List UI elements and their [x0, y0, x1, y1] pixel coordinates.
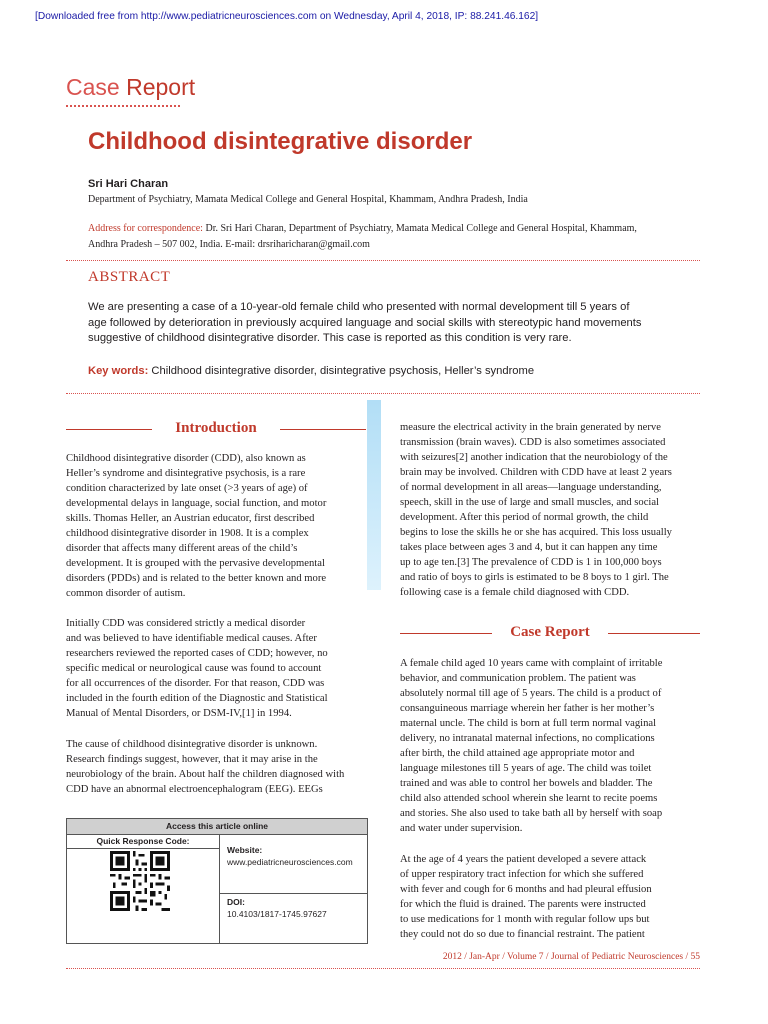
text-line: included in the fourth edition of the Diagnostic and Statistical: [66, 693, 328, 704]
text-line: researchers reviewed the reported cases of CDD; however, no: [66, 648, 328, 659]
abstract-line: suggestive of childhood disintegrative disorder. This case is reported as this condition is very rare.: [88, 332, 572, 344]
text-line: neurobiology of the brain. About half the children diagnosed with: [66, 769, 345, 780]
access-box: [66, 818, 368, 944]
text-line: Initially CDD was considered strictly a medical disorder: [66, 618, 306, 629]
access-box-divider: [219, 835, 220, 943]
access-box-mid-rule: [220, 893, 367, 894]
text-line: and was believed to have identifiable medical causes. After: [66, 633, 317, 644]
abstract-bottom-rule: [66, 393, 700, 394]
correspondence: [88, 221, 698, 253]
page-footer: 2012 / Jan-Apr / Volume 7 / Journal of Pediatric Neurosciences / 55: [442, 952, 700, 962]
text-line: language milestones till 5 years of age. The child was toilet: [400, 763, 652, 774]
text-line: CDD have an abnormal electroencephalogram (EEG). EEGs: [66, 784, 323, 795]
case-paragraph-2: [400, 852, 700, 942]
author-name: Sri Hari Charan: [88, 178, 169, 190]
text-line: disorders (PDDs) and is related to the better known and more: [66, 573, 327, 584]
text-line: brain may be involved. Children with CDD have at least 2 years: [400, 467, 672, 478]
case-report-heading: Case Report: [510, 624, 590, 640]
article-title: Childhood disintegrative disorder: [88, 128, 473, 155]
text-line: up to age ten.[3] The prevalence of CDD is 1 in 100,000 boys: [400, 557, 662, 568]
text-line: absolutely normal till age of 5 years. The child is a product of: [400, 688, 662, 699]
doi-value[interactable]: 10.4103/1817-1745.97627: [227, 909, 327, 919]
doi-label: [227, 897, 245, 907]
section-type: [66, 74, 195, 101]
text-line: transmission (brain waves). CDD is also sometimes associated: [400, 437, 666, 448]
abstract-heading: ABSTRACT: [88, 269, 171, 285]
text-line: of normal development in all areas—language understanding,: [400, 482, 662, 493]
doi-label-text: DOI:: [227, 897, 245, 907]
text-line: common disorder of autism.: [66, 588, 186, 599]
qr-code-icon[interactable]: [110, 851, 170, 911]
text-line: Manual of Mental Disorders, or DSM-IV,[1] in 1994.: [66, 708, 292, 719]
text-line: and stories. She also used to take bath all by herself with soap: [400, 808, 663, 819]
text-line: childhood disintegrative disorder in 1908. It is a complex: [66, 528, 309, 539]
text-line: development. After this period of normal growth, the child: [400, 512, 649, 523]
correspondence-line2: Andhra Pradesh – 507 002, India. E-mail: drsriharicharan@gmail.com: [88, 239, 370, 250]
intro-heading: Introduction: [175, 420, 257, 436]
right-paragraph-1: [400, 420, 700, 600]
intro-paragraph-3: [66, 737, 366, 797]
text-line: takes place between ages 3 and 4, but it can happen any time: [400, 542, 658, 553]
keywords-list: Childhood disintegrative disorder, disintegrative psychosis, Heller’s syndrome: [151, 365, 535, 377]
correspondence-line1: Dr. Sri Hari Charan, Department of Psychiatry, Mamata Medical College and General Hospital, Khammam,: [205, 223, 637, 234]
correspondence-label: Address for correspondence:: [88, 223, 203, 234]
text-line: Heller’s syndrome and disintegrative psychosis, is a rare: [66, 468, 306, 479]
text-line: skills. Thomas Heller, an Austrian educator, first described: [66, 513, 315, 524]
section-type-word2: Report: [126, 74, 196, 100]
text-line: child also attended school wherein she learnt to recite poems: [400, 793, 658, 804]
text-line: maternal uncle. The child is born at full term normal vaginal: [400, 718, 657, 729]
text-line: speech, skill in the use of large and small muscles, and social: [400, 497, 659, 508]
access-box-header: Access this article online: [67, 819, 367, 835]
text-line: of upper respiratory tract infection for which she suffered: [400, 869, 644, 880]
text-line: for all occurrences of the disorder. For that reason, CDD was: [66, 678, 325, 689]
text-line: development. It is grouped with the pervasive developmental: [66, 558, 325, 569]
abstract-line: age followed by deterioration in previously acquired language and social skills with stereotypic hand movements: [88, 316, 642, 329]
text-line: developmental delays in language, social function, and motor: [66, 498, 327, 509]
website-label-text: Website:: [227, 845, 263, 855]
qr-label: Quick Response Code:: [67, 835, 219, 849]
website-link[interactable]: www.pediatricneurosciences.com: [227, 857, 353, 867]
text-line: following case is a female child diagnosed with CDD.: [400, 587, 630, 598]
abstract-top-rule: [66, 260, 700, 261]
text-line: for which the fluid is drained. The parents were instructed: [400, 899, 646, 910]
text-line: delivery, no intranatal maternal infections, no complications: [400, 733, 655, 744]
text-line: and water under supervision.: [400, 823, 523, 834]
text-line: with seizures[2] another indication that the neurobiology of the: [400, 452, 668, 463]
text-line: they could not do so due to financial restraint. The patient: [400, 929, 645, 940]
footer-rule: [66, 968, 700, 969]
text-line: consanguineous marriage wherein her father is her mother’s: [400, 703, 655, 714]
text-line: trained and was able to control her bowels and bladder. The: [400, 778, 653, 789]
intro-paragraph-1: [66, 451, 366, 601]
text-line: A female child aged 10 years came with complaint of irritable: [400, 658, 663, 669]
website-label: [227, 845, 262, 855]
download-notice: [Downloaded free from http://www.pediatricneurosciences.com on Wednesday, April 4, 2018, IP: 88.241.46.162]: [35, 11, 539, 22]
abstract-line: We are presenting a case of a 10-year-old female child who presented with normal development till 5 years of: [88, 301, 630, 313]
text-line: measure the electrical activity in the brain generated by nerve: [400, 422, 661, 433]
text-line: At the age of 4 years the patient developed a severe attack: [400, 854, 647, 865]
section-divider: [66, 105, 180, 107]
text-line: to use medications for 1 month with regular follow ups but: [400, 914, 650, 925]
text-line: behavior, and communication problem. The patient was: [400, 673, 636, 684]
text-line: The cause of childhood disintegrative disorder is unknown.: [66, 739, 318, 750]
affiliation: Department of Psychiatry, Mamata Medical College and General Hospital, Khammam, Andhra Pradesh, India: [88, 194, 528, 205]
intro-paragraph-2: [66, 616, 366, 721]
text-line: specific medical or neurological cause was found to account: [66, 663, 322, 674]
keywords-label: Key words:: [88, 365, 149, 377]
section-type-word1: Case: [66, 74, 120, 100]
text-line: Research findings suggest, however, that it may arise in the: [66, 754, 318, 765]
text-line: after birth, the child attained age appropriate motor and: [400, 748, 635, 759]
heading-rule-right: [608, 633, 700, 634]
text-line: with fever and cough for 6 months and had pleural effusion: [400, 884, 652, 895]
case-paragraph-1: [400, 656, 700, 836]
text-line: condition characterized by late onset (>3 years of age) of: [66, 483, 308, 494]
text-line: Childhood disintegrative disorder (CDD), also known as: [66, 453, 306, 464]
text-line: begins to lose the skills he or she has acquired. This loss usually: [400, 527, 672, 538]
keywords: [88, 365, 700, 377]
heading-rule-right: [280, 429, 366, 430]
watermark-stripe: [367, 400, 381, 590]
text-line: and ratio of boys to girls is estimated to be 8 boys to 1 girl. The: [400, 572, 669, 583]
text-line: disorder that affects many different areas of the child’s: [66, 543, 298, 554]
abstract-text: [88, 300, 700, 347]
